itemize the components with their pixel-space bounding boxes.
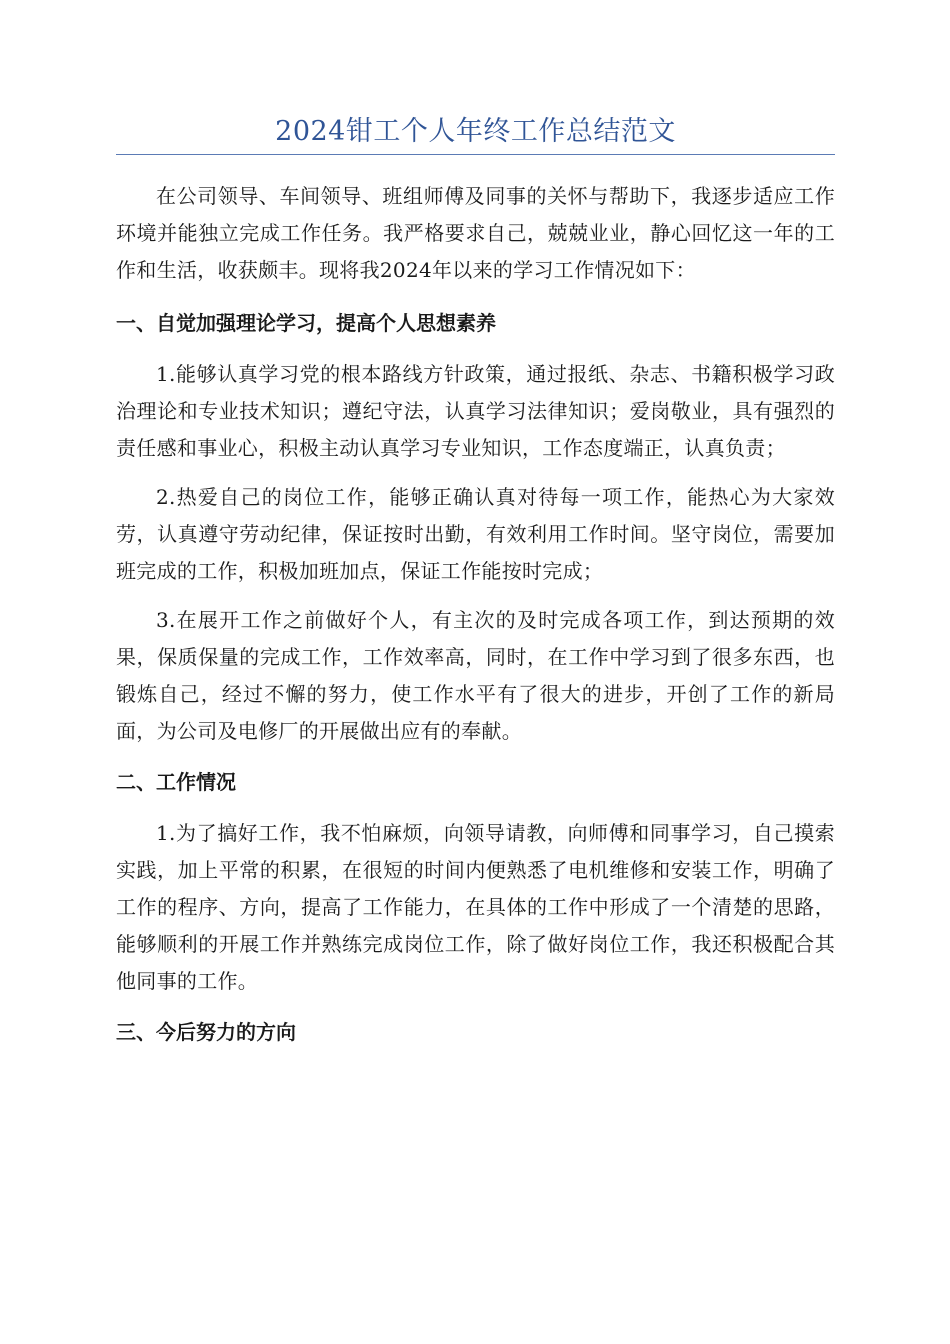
intro-paragraph: 在公司领导、车间领导、班组师傅及同事的关怀与帮助下，我逐步适应工作环境并能独立完成工作任务。我严格要求自己，兢兢业业，静心回忆这一年的工作和生活，收获颇丰。现将我2024年以来的学习工作情况如下： bbox=[116, 184, 835, 282]
section-heading-2: 二、工作情况 bbox=[116, 770, 236, 794]
section-2-paragraph-1: 1.为了搞好工作，我不怕麻烦，向领导请教，向师傅和同事学习，自己摸索实践，加上平常的积累，在很短的时间内便熟悉了电机维修和安装工作，明确了工作的程序、方向，提高了工作能力，在具体的工作中形成了一个清楚的思路，能够顺利的开展工作并熟练完成岗位工作，除了做好岗位工作，我还积极配合其他同事的工作。 bbox=[116, 821, 835, 993]
document-title: 2024钳工个人年终工作总结范文 bbox=[116, 112, 835, 155]
document-page bbox=[116, 112, 835, 1051]
section-heading-3: 三、今后努力的方向 bbox=[116, 1020, 296, 1044]
section-1-paragraph-2: 2.热爱自己的岗位工作，能够正确认真对待每一项工作，能热心为大家效劳，认真遵守劳动纪律，保证按时出勤，有效利用工作时间。坚守岗位，需要加班完成的工作，积极加班加点，保证工作能按时完成； bbox=[116, 485, 835, 583]
section-1-paragraph-3: 3.在展开工作之前做好个人，有主次的及时完成各项工作，到达预期的效果，保质保量的完成工作，工作效率高，同时，在工作中学习到了很多东西，也锻炼自己，经过不懈的努力，使工作水平有了很大的进步，开创了工作的新局面，为公司及电修厂的开展做出应有的奉献。 bbox=[116, 608, 835, 743]
section-heading-1: 一、自觉加强理论学习，提高个人思想素养 bbox=[116, 311, 496, 335]
section-1-paragraph-1: 1.能够认真学习党的根本路线方针政策，通过报纸、杂志、书籍积极学习政治理论和专业技术知识；遵纪守法，认真学习法律知识；爱岗敬业，具有强烈的责任感和事业心，积极主动认真学习专业知识，工作态度端正，认真负责； bbox=[116, 362, 835, 460]
